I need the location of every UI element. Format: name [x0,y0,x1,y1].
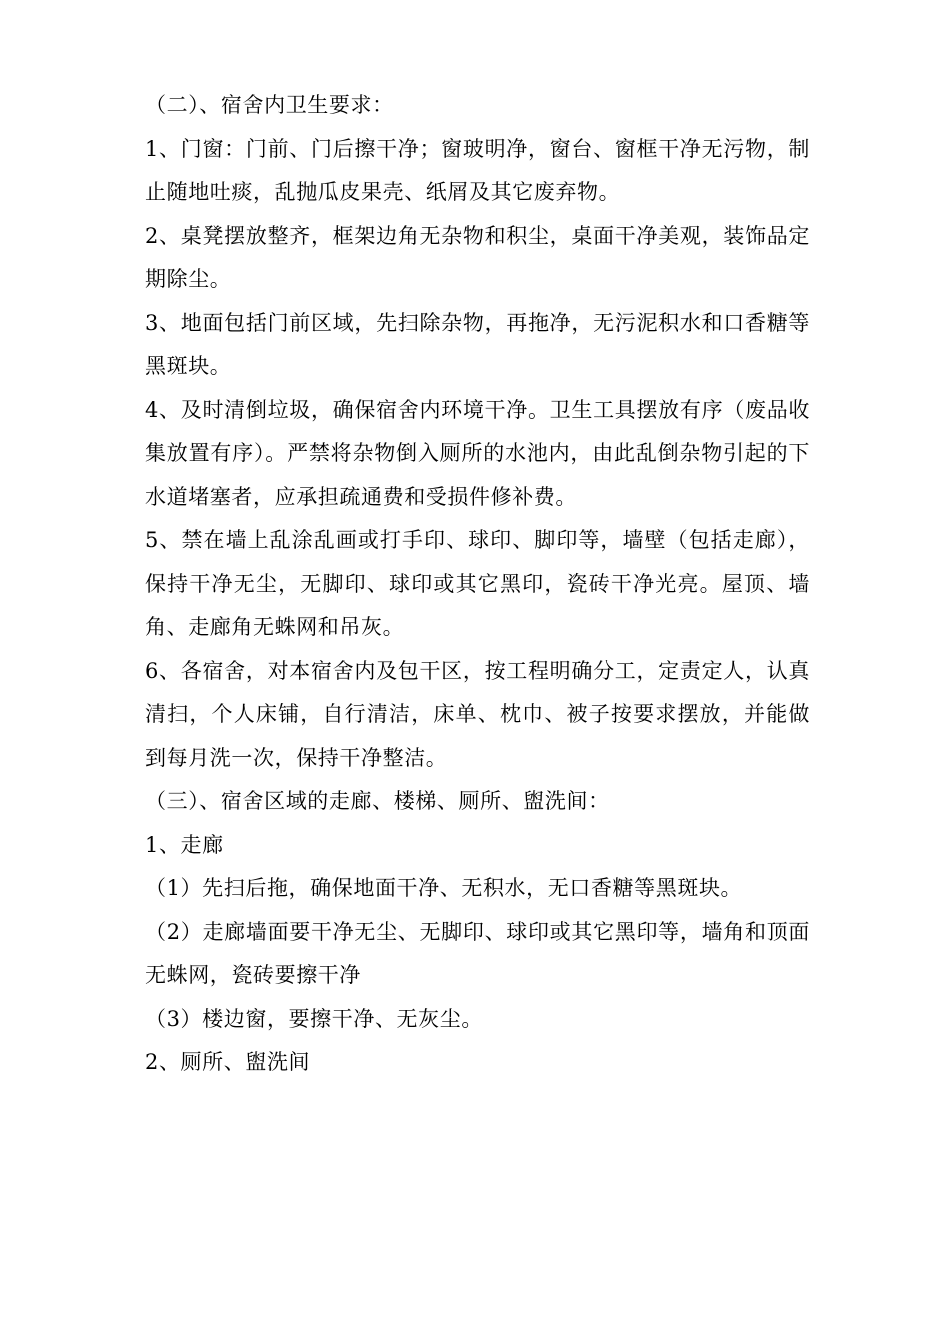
subsection-toilet-washroom: 2、厕所、盥洗间 [145,1050,311,1074]
section-heading-dorm-hygiene: （二）、宿舍内卫生要求： [145,93,394,117]
rule-garbage: 4、及时清倒垃圾，确保宿舍内环境干净。卫生工具摆放有序（废品收集放置有序）。严禁将杂物倒入厕所的水池内，由此乱倒杂物引起的下水道堵塞者，应承担疏通费和受损件修补费。 [145,397,810,509]
corridor-item-2: （2）走廊墙面要干净无尘、无脚印、球印或其它黑印等，墙角和顶面无蛛网，瓷砖要擦干净 [145,919,810,987]
rule-doors-windows: 1、门窗：门前、门后擦干净；窗玻明净，窗台、窗框干净无污物，制止随地吐痰，乱抛瓜皮果壳、纸屑及其它废弃物。 [145,136,810,204]
rule-dorm-duties: 6、各宿舍，对本宿舍内及包干区，按工程明确分工，定责定人，认真清扫，个人床铺，自行清洁，床单、枕巾、被子按要求摆放，并能做到每月洗一次，保持干净整洁。 [145,658,810,770]
rule-desks-stools: 2、桌凳摆放整齐，框架边角无杂物和积尘，桌面干净美观，装饰品定期除尘。 [145,223,810,291]
document-body [145,84,810,1085]
section-heading-common-areas: （三）、宿舍区域的走廊、楼梯、厕所、盥洗间： [145,789,610,813]
corridor-item-3: （3）楼边窗，要擦干净、无灰尘。 [145,1006,483,1031]
rule-walls: 5、禁在墙上乱涂乱画或打手印、球印、脚印等，墙壁（包括走廊），保持干净无尘，无脚印、球印或其它黑印，瓷砖干净光亮。屋顶、墙角、走廊角无蛛网和吊灰。 [145,528,810,639]
corridor-item-1: （1）先扫后拖，确保地面干净、无积水，无口香糖等黑斑块。 [145,876,743,900]
subsection-corridor: 1、走廊 [145,832,224,857]
rule-floor: 3、地面包括门前区域，先扫除杂物，再拖净，无污泥积水和口香糖等黑斑块。 [145,310,810,378]
